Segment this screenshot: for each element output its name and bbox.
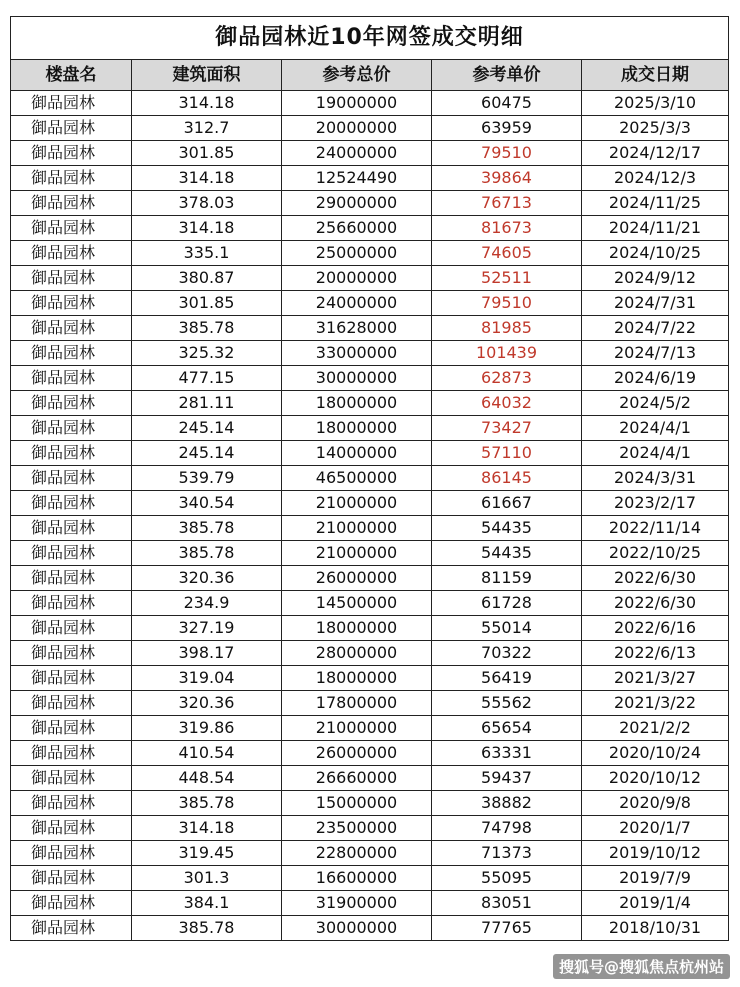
cell-total-price: 18000000: [282, 616, 432, 641]
cell-total-price: 21000000: [282, 716, 432, 741]
cell-project-name: 御品园林: [11, 216, 132, 241]
table-row: [11, 816, 729, 841]
cell-floor-area: 320.36: [132, 691, 282, 716]
cell-floor-area: 385.78: [132, 516, 282, 541]
table-row: [11, 191, 729, 216]
cell-deal-date: 2024/4/1: [582, 416, 729, 441]
cell-unit-price: 70322: [432, 641, 582, 666]
cell-floor-area: 340.54: [132, 491, 282, 516]
cell-project-name: 御品园林: [11, 191, 132, 216]
table-row: [11, 416, 729, 441]
cell-deal-date: 2022/10/25: [582, 541, 729, 566]
cell-project-name: 御品园林: [11, 716, 132, 741]
cell-floor-area: 314.18: [132, 166, 282, 191]
cell-floor-area: 384.1: [132, 891, 282, 916]
cell-unit-price: 54435: [432, 516, 582, 541]
cell-project-name: 御品园林: [11, 866, 132, 891]
cell-unit-price: 52511: [432, 266, 582, 291]
table-row: [11, 566, 729, 591]
cell-deal-date: 2024/12/17: [582, 141, 729, 166]
cell-floor-area: 385.78: [132, 916, 282, 941]
table-row: [11, 516, 729, 541]
table-row: [11, 391, 729, 416]
cell-unit-price: 81673: [432, 216, 582, 241]
table-row: [11, 291, 729, 316]
cell-project-name: 御品园林: [11, 666, 132, 691]
cell-project-name: 御品园林: [11, 166, 132, 191]
table-row: [11, 116, 729, 141]
cell-deal-date: 2022/6/30: [582, 566, 729, 591]
cell-unit-price: 101439: [432, 341, 582, 366]
table-row: [11, 141, 729, 166]
header-total-price: 参考总价: [282, 60, 432, 91]
cell-deal-date: 2018/10/31: [582, 916, 729, 941]
cell-unit-price: 81159: [432, 566, 582, 591]
table-row: [11, 266, 729, 291]
transaction-table-container: [10, 16, 728, 941]
cell-floor-area: 385.78: [132, 541, 282, 566]
cell-unit-price: 73427: [432, 416, 582, 441]
cell-floor-area: 301.85: [132, 141, 282, 166]
cell-project-name: 御品园林: [11, 891, 132, 916]
cell-total-price: 24000000: [282, 141, 432, 166]
cell-total-price: 30000000: [282, 916, 432, 941]
cell-unit-price: 79510: [432, 141, 582, 166]
cell-unit-price: 59437: [432, 766, 582, 791]
cell-unit-price: 54435: [432, 541, 582, 566]
cell-deal-date: 2023/2/17: [582, 491, 729, 516]
cell-deal-date: 2021/3/27: [582, 666, 729, 691]
cell-project-name: 御品园林: [11, 316, 132, 341]
cell-total-price: 14000000: [282, 441, 432, 466]
cell-unit-price: 57110: [432, 441, 582, 466]
table-row: [11, 891, 729, 916]
table-row: [11, 716, 729, 741]
cell-unit-price: 81985: [432, 316, 582, 341]
cell-total-price: 18000000: [282, 666, 432, 691]
cell-floor-area: 301.85: [132, 291, 282, 316]
cell-unit-price: 39864: [432, 166, 582, 191]
table-row: [11, 616, 729, 641]
cell-total-price: 46500000: [282, 466, 432, 491]
cell-project-name: 御品园林: [11, 341, 132, 366]
cell-project-name: 御品园林: [11, 766, 132, 791]
table-row: [11, 841, 729, 866]
cell-project-name: 御品园林: [11, 391, 132, 416]
cell-project-name: 御品园林: [11, 516, 132, 541]
table-row: [11, 491, 729, 516]
cell-project-name: 御品园林: [11, 241, 132, 266]
cell-total-price: 22800000: [282, 841, 432, 866]
cell-floor-area: 245.14: [132, 416, 282, 441]
table-row: [11, 916, 729, 941]
cell-unit-price: 55014: [432, 616, 582, 641]
cell-project-name: 御品园林: [11, 591, 132, 616]
cell-floor-area: 245.14: [132, 441, 282, 466]
cell-floor-area: 319.86: [132, 716, 282, 741]
cell-deal-date: 2024/3/31: [582, 466, 729, 491]
cell-unit-price: 61728: [432, 591, 582, 616]
cell-deal-date: 2020/1/7: [582, 816, 729, 841]
cell-total-price: 29000000: [282, 191, 432, 216]
cell-project-name: 御品园林: [11, 741, 132, 766]
cell-total-price: 15000000: [282, 791, 432, 816]
cell-total-price: 20000000: [282, 266, 432, 291]
cell-deal-date: 2022/6/16: [582, 616, 729, 641]
cell-deal-date: 2022/6/30: [582, 591, 729, 616]
cell-deal-date: 2024/4/1: [582, 441, 729, 466]
cell-project-name: 御品园林: [11, 541, 132, 566]
cell-unit-price: 64032: [432, 391, 582, 416]
cell-unit-price: 55562: [432, 691, 582, 716]
cell-deal-date: 2022/6/13: [582, 641, 729, 666]
cell-project-name: 御品园林: [11, 116, 132, 141]
cell-deal-date: 2025/3/3: [582, 116, 729, 141]
table-body: [11, 91, 729, 941]
cell-floor-area: 335.1: [132, 241, 282, 266]
table-row: [11, 466, 729, 491]
cell-project-name: 御品园林: [11, 91, 132, 116]
cell-deal-date: 2022/11/14: [582, 516, 729, 541]
table-row: [11, 591, 729, 616]
cell-total-price: 20000000: [282, 116, 432, 141]
table-row: [11, 766, 729, 791]
cell-floor-area: 398.17: [132, 641, 282, 666]
cell-deal-date: 2025/3/10: [582, 91, 729, 116]
table-row: [11, 316, 729, 341]
cell-deal-date: 2024/5/2: [582, 391, 729, 416]
cell-project-name: 御品园林: [11, 566, 132, 591]
title-row: [11, 17, 729, 60]
cell-total-price: 14500000: [282, 591, 432, 616]
cell-deal-date: 2024/7/22: [582, 316, 729, 341]
cell-project-name: 御品园林: [11, 141, 132, 166]
cell-project-name: 御品园林: [11, 791, 132, 816]
cell-project-name: 御品园林: [11, 416, 132, 441]
cell-total-price: 25000000: [282, 241, 432, 266]
cell-total-price: 16600000: [282, 866, 432, 891]
cell-unit-price: 79510: [432, 291, 582, 316]
cell-total-price: 23500000: [282, 816, 432, 841]
cell-unit-price: 65654: [432, 716, 582, 741]
cell-floor-area: 327.19: [132, 616, 282, 641]
cell-project-name: 御品园林: [11, 841, 132, 866]
cell-project-name: 御品园林: [11, 291, 132, 316]
table-row: [11, 366, 729, 391]
cell-total-price: 30000000: [282, 366, 432, 391]
cell-deal-date: 2024/7/31: [582, 291, 729, 316]
cell-floor-area: 320.36: [132, 566, 282, 591]
table-row: [11, 741, 729, 766]
cell-total-price: 21000000: [282, 541, 432, 566]
cell-unit-price: 74798: [432, 816, 582, 841]
cell-deal-date: 2021/2/2: [582, 716, 729, 741]
cell-deal-date: 2024/10/25: [582, 241, 729, 266]
cell-unit-price: 60475: [432, 91, 582, 116]
cell-floor-area: 314.18: [132, 816, 282, 841]
cell-project-name: 御品园林: [11, 641, 132, 666]
cell-total-price: 12524490: [282, 166, 432, 191]
table-row: [11, 666, 729, 691]
cell-floor-area: 325.32: [132, 341, 282, 366]
cell-total-price: 25660000: [282, 216, 432, 241]
cell-floor-area: 448.54: [132, 766, 282, 791]
cell-unit-price: 62873: [432, 366, 582, 391]
cell-floor-area: 312.7: [132, 116, 282, 141]
table-row: [11, 866, 729, 891]
table-row: [11, 241, 729, 266]
cell-project-name: 御品园林: [11, 691, 132, 716]
cell-unit-price: 71373: [432, 841, 582, 866]
table-row: [11, 166, 729, 191]
cell-floor-area: 319.04: [132, 666, 282, 691]
watermark: 搜狐号@搜狐焦点杭州站: [553, 954, 730, 979]
cell-deal-date: 2019/10/12: [582, 841, 729, 866]
table-title: 御品园林近10年网签成交明细: [11, 17, 729, 60]
cell-deal-date: 2024/6/19: [582, 366, 729, 391]
cell-floor-area: 477.15: [132, 366, 282, 391]
table-row: [11, 791, 729, 816]
cell-unit-price: 76713: [432, 191, 582, 216]
cell-total-price: 21000000: [282, 516, 432, 541]
cell-floor-area: 234.9: [132, 591, 282, 616]
cell-floor-area: 314.18: [132, 216, 282, 241]
header-project-name: 楼盘名: [11, 60, 132, 91]
cell-total-price: 18000000: [282, 391, 432, 416]
cell-deal-date: 2019/1/4: [582, 891, 729, 916]
cell-deal-date: 2020/10/24: [582, 741, 729, 766]
table-row: [11, 216, 729, 241]
cell-unit-price: 74605: [432, 241, 582, 266]
cell-project-name: 御品园林: [11, 816, 132, 841]
cell-total-price: 26000000: [282, 741, 432, 766]
cell-unit-price: 56419: [432, 666, 582, 691]
cell-deal-date: 2021/3/22: [582, 691, 729, 716]
cell-total-price: 17800000: [282, 691, 432, 716]
cell-project-name: 御品园林: [11, 266, 132, 291]
cell-unit-price: 61667: [432, 491, 582, 516]
cell-deal-date: 2024/7/13: [582, 341, 729, 366]
cell-total-price: 31900000: [282, 891, 432, 916]
cell-floor-area: 539.79: [132, 466, 282, 491]
cell-unit-price: 63959: [432, 116, 582, 141]
table-row: [11, 691, 729, 716]
cell-total-price: 24000000: [282, 291, 432, 316]
header-unit-price: 参考单价: [432, 60, 582, 91]
cell-total-price: 31628000: [282, 316, 432, 341]
cell-deal-date: 2024/9/12: [582, 266, 729, 291]
cell-floor-area: 301.3: [132, 866, 282, 891]
cell-project-name: 御品园林: [11, 466, 132, 491]
cell-total-price: 21000000: [282, 491, 432, 516]
cell-total-price: 18000000: [282, 416, 432, 441]
transaction-table: [10, 16, 729, 941]
table-row: [11, 341, 729, 366]
table-row: [11, 641, 729, 666]
cell-project-name: 御品园林: [11, 916, 132, 941]
cell-floor-area: 385.78: [132, 316, 282, 341]
cell-deal-date: 2024/11/21: [582, 216, 729, 241]
cell-deal-date: 2024/11/25: [582, 191, 729, 216]
cell-unit-price: 55095: [432, 866, 582, 891]
cell-unit-price: 38882: [432, 791, 582, 816]
cell-floor-area: 380.87: [132, 266, 282, 291]
cell-project-name: 御品园林: [11, 491, 132, 516]
cell-floor-area: 410.54: [132, 741, 282, 766]
cell-total-price: 33000000: [282, 341, 432, 366]
table-row: [11, 441, 729, 466]
header-floor-area: 建筑面积: [132, 60, 282, 91]
cell-unit-price: 83051: [432, 891, 582, 916]
cell-floor-area: 281.11: [132, 391, 282, 416]
cell-project-name: 御品园林: [11, 616, 132, 641]
cell-unit-price: 86145: [432, 466, 582, 491]
cell-floor-area: 378.03: [132, 191, 282, 216]
cell-floor-area: 319.45: [132, 841, 282, 866]
cell-project-name: 御品园林: [11, 366, 132, 391]
cell-floor-area: 314.18: [132, 91, 282, 116]
cell-unit-price: 77765: [432, 916, 582, 941]
cell-unit-price: 63331: [432, 741, 582, 766]
table-row: [11, 541, 729, 566]
table-row: [11, 91, 729, 116]
cell-deal-date: 2020/10/12: [582, 766, 729, 791]
cell-total-price: 28000000: [282, 641, 432, 666]
cell-total-price: 19000000: [282, 91, 432, 116]
cell-deal-date: 2019/7/9: [582, 866, 729, 891]
cell-deal-date: 2024/12/3: [582, 166, 729, 191]
header-deal-date: 成交日期: [582, 60, 729, 91]
cell-deal-date: 2020/9/8: [582, 791, 729, 816]
header-row: [11, 60, 729, 91]
cell-floor-area: 385.78: [132, 791, 282, 816]
cell-project-name: 御品园林: [11, 441, 132, 466]
cell-total-price: 26660000: [282, 766, 432, 791]
cell-total-price: 26000000: [282, 566, 432, 591]
